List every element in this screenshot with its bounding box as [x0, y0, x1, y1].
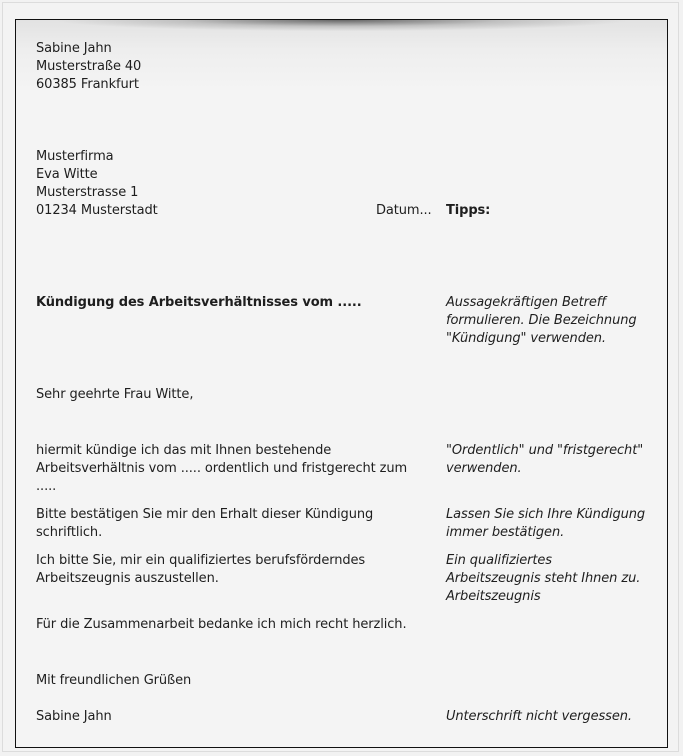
- tip-subject-line: Aussagekräftigen Betreff: [446, 295, 606, 310]
- letter-page: [15, 19, 668, 748]
- tip-line: Ein qualifiziertes: [446, 553, 552, 568]
- tip-line: Lassen Sie sich Ihre Kündigung: [446, 507, 646, 522]
- page-top-shadow: [16, 20, 667, 34]
- tip-subject-line: "Kündigung" verwenden.: [446, 331, 606, 346]
- tip-line: Arbeitszeugnis steht Ihnen zu.: [446, 571, 641, 586]
- recipient-contact: Eva Witte: [36, 167, 98, 182]
- sender-city: 60385 Frankfurt: [36, 77, 139, 92]
- date-label: Datum...: [376, 203, 432, 218]
- tip-subject-line: formulieren. Die Bezeichnung: [446, 313, 637, 328]
- recipient-city: 01234 Musterstadt: [36, 203, 158, 218]
- recipient-company: Musterfirma: [36, 149, 114, 164]
- paragraph-line: hiermit kündige ich das mit Ihnen bestehende: [36, 443, 332, 458]
- salutation: Sehr geehrte Frau Witte,: [36, 387, 194, 402]
- tip-line: immer bestätigen.: [446, 525, 565, 540]
- subject-line: Kündigung des Arbeitsverhältnisses vom .....: [36, 295, 362, 310]
- tip-signature: Unterschrift nicht vergessen.: [446, 709, 632, 724]
- paragraph-line: Ich bitte Sie, mir ein qualifiziertes berufsförderndes: [36, 553, 366, 568]
- tip-line: Arbeitszeugnis: [446, 589, 541, 604]
- tip-line: verwenden.: [446, 461, 522, 476]
- paragraph-line: Arbeitsverhältnis vom ..... ordentlich und fristgerecht zum: [36, 461, 408, 476]
- tips-heading: Tipps:: [446, 203, 491, 218]
- sender-name: Sabine Jahn: [36, 41, 112, 56]
- closing: Mit freundlichen Grüßen: [36, 673, 192, 688]
- paragraph-line: .....: [36, 479, 57, 494]
- paragraph-4: Für die Zusammenarbeit bedanke ich mich recht herzlich.: [36, 617, 407, 632]
- recipient-street: Musterstrasse 1: [36, 185, 139, 200]
- signature: Sabine Jahn: [36, 709, 112, 724]
- paragraph-line: schriftlich.: [36, 525, 103, 540]
- paragraph-line: Arbeitszeugnis auszustellen.: [36, 571, 219, 586]
- paragraph-line: Bitte bestätigen Sie mir den Erhalt dieser Kündigung: [36, 507, 374, 522]
- sender-street: Musterstraße 40: [36, 59, 142, 74]
- tip-line: "Ordentlich" und "fristgerecht": [446, 443, 644, 458]
